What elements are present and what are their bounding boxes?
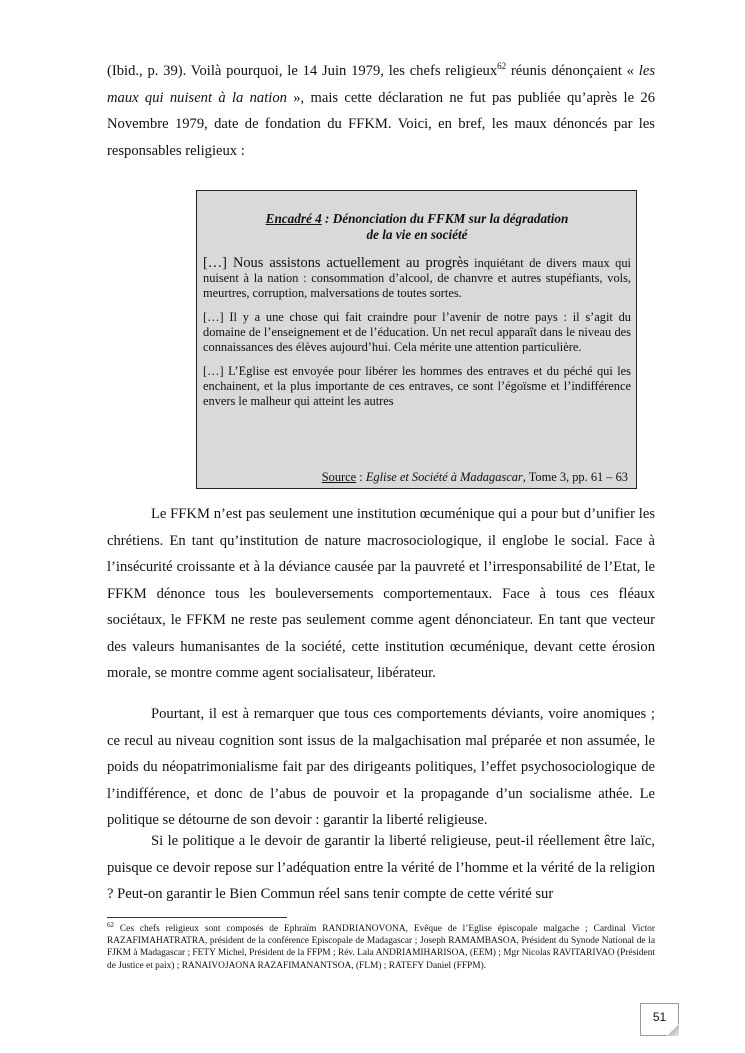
box-title-line2: de la vie en société — [366, 227, 468, 242]
intro-paragraph — [107, 58, 655, 164]
body-paragraph-3: Pourtant, il est à remarquer que tous ces comportements déviants, voire anomiques ; ce recul au niveau cognition sont issus de la malgachisation mal préparée et non assumée, le poids du néopatrimonialisme fait par des dirigeants politiques, l’effet psychosociologique de l’indifférence, et donc de l’abus de pouvoir et la propagande d’un socialisme athée. Le politique se détourne de son devoir : garantir la liberté religieuse. — [107, 706, 655, 828]
box-label: Encadré 4 — [265, 211, 322, 226]
intro-quote: les maux qui nuisent à la nation — [107, 63, 655, 106]
intro-text-2: réunis dénonçaient « — [506, 63, 639, 79]
page-curl-icon — [667, 1024, 679, 1036]
footnote — [107, 920, 655, 972]
source-label: Source — [321, 470, 357, 484]
body-paragraph-2: Le FFKM n’est pas seulement une institution œcuménique qui a pour but d’unifier les chrétiens. En tant qu’institution de nature macrosociologique, il englobe le social. Face à l’insécurité croissante et à la déviance causée par la pauvreté et l’irresponsabilité de l’Etat, le FFKM dénonce tous les bouleversements comportementaux. Face à tous ces fléaux sociétaux, le FFKM ne reste pas seulement comme agent dénonciateur. En tant que vecteur des valeurs humanisantes de la société, cette institution œcuménique, devant cette érosion morale, se montre comme agent socialisateur, libérateur. — [107, 506, 655, 681]
box-paragraph-2: […] Il y a une chose qui fait craindre pour l’avenir de notre pays : il s’agit du domaine de l’enseignement et de l’éducation. Un net recul apparaît dans le niveau des connaissances des élèves aujourd’hui. Cela mérite une attention particulière. — [203, 310, 631, 354]
box-p1-lead: […] Nous assistons actuellement au progrès — [203, 255, 469, 271]
box-title — [203, 211, 631, 243]
box-paragraph-1 — [203, 256, 631, 301]
box-p1-rest: inquiétant de divers maux qui nuisent à la nation : consommation d’alcool, de chanvre et autres stupéfiants, vols, meurtres, corruption, malversations de toutes sortes. — [203, 256, 631, 300]
footnote-text: Ces chefs religieux sont composés de Ephraïm RANDRIANOVONA, Evêque de l’Eglise épiscopale malgache ; Cardinal Victor RAZAFIMAHATRATRA, président de la conférence Episcopale de Madagascar ; Joseph RAMAMBASOA, Président du Synode National de la FJKM à Madagascar ; FETY Michel, Président de la FFPM ; Rév. Lala ANDRIAMIHARISOA, (EEM) ; Mgr Nicolas RAVITARIVAO (Président de Justice et paix) ; RANAIVOJAONA RAZAFIMANANTSOA, (FLM) ; RATEFY Daniel (FFPM). — [107, 924, 655, 971]
footnote-separator — [107, 917, 287, 918]
box-paragraph-3: […] L’Eglise est envoyée pour libérer les hommes des entraves et du péché qui les enchainent, et la plus importante de ces entraves, ce sont l’égoïsme et l’indifférence envers le malheur qui atteint les autres — [203, 364, 631, 408]
body-paragraph-4: Si le politique a le devoir de garantir la liberté religieuse, peut-il réellement être laïc, puisque ce devoir repose sur l’adéquation entre la vérité de l’homme et la vérité de la religion ? Peut-on garantir le Bien Commun réel sans tenir compte de cette vérité sur — [107, 833, 655, 902]
intro-text-1: (Ibid., p. 39). Voilà pourquoi, le 14 Juin 1979, les chefs religieux — [107, 63, 498, 79]
box-source — [322, 470, 628, 485]
box-title-rest: : Dénonciation du FFKM sur la dégradation — [321, 211, 569, 226]
footnote-reference[interactable]: 62 — [497, 61, 507, 72]
source-rest: , Tome 3, pp. 61 – 63 — [522, 470, 628, 484]
page-number: 51 — [652, 1010, 667, 1024]
source-separator: : — [356, 470, 366, 484]
footnote-number: 62 — [107, 920, 114, 929]
source-title: Eglise et Société à Madagascar — [365, 470, 523, 484]
encadre-box — [196, 190, 637, 489]
intro-text-3: », mais cette déclaration ne fut pas publiée qu’après le 26 Novembre 1979, date de fondation du FFKM. Voici, en bref, les maux dénoncés par les responsables religieux : — [107, 89, 655, 159]
